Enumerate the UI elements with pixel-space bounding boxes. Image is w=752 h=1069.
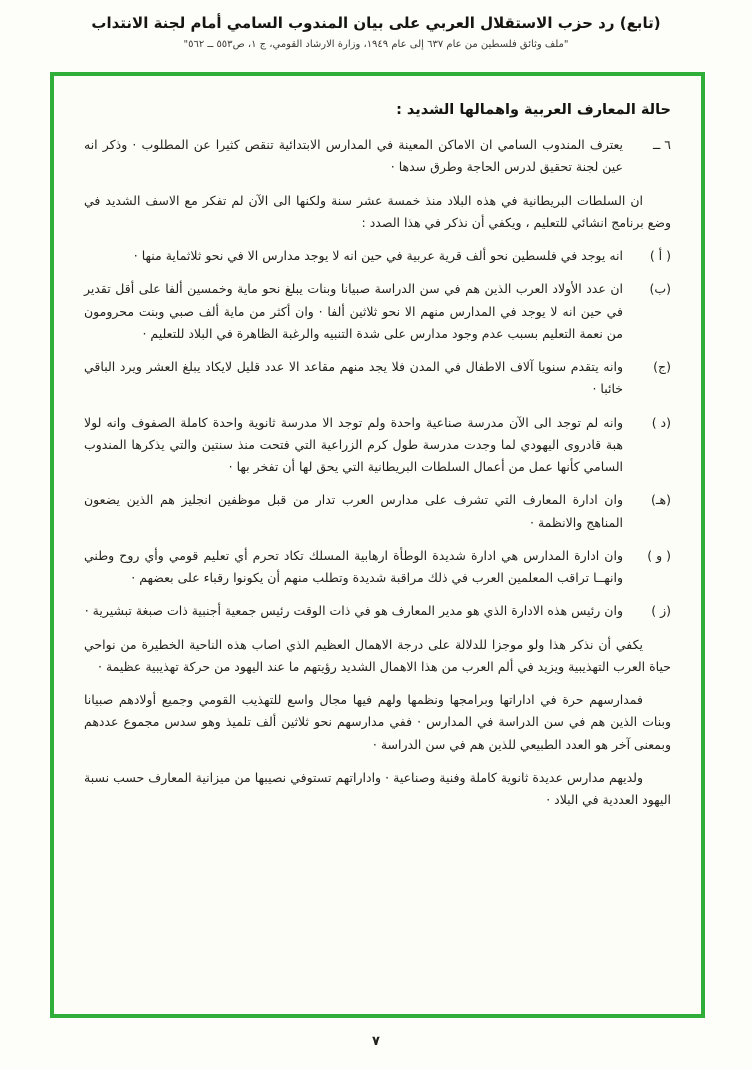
paragraph-text: فمدارسهم حرة في اداراتها وبرامجها ونظمها ولهم فيها مجال واسع للتهذيب القومي وجميع أولادهم صبيانا وبنات الذين هم في سن الدراسة في المدارس · ففي مدارسهم نحو ثلاثين ألف تلميذ وهو سدس مجموع عددهم وبمعنى آخر هو العدد الطبيعي للذين هم في سن الدراسة · [84,692,671,752]
paragraph-text: ان السلطات البريطانية في هذه البلاد منذ خمسة عشر سنة ولكنها الى الآن لم تفكر مع الاسف الشديد في وضع برنامج انشائي للتعليم ، ويكفي أن نذكر في هذا الصدد : [84,192,671,230]
document-title: (تابع) رد حزب الاستقلال العربي على بيان المندوب السامي أمام لجنة الانتداب [91,14,661,32]
paragraph-text: وان ادارة المدارس هي ادارة شديدة الوطأة ارهابية المسلك تكاد تحرم أي تعليم قومي وأي روح وطني وانهــا تراقب المعلمين العرب في ذلك مراقبة شديدة وتطلب منهم أن يكونوا رقباء على بعضهم · [84,547,623,585]
paragraph-text: يكفي أن نذكر هذا ولو موجزا للدلالة على درجة الاهمال العظيم الذي اصاب هذه الناحية الخطيرة من نواحي حياة العرب التهذيبية ويزيد في ألم العرب من هذا الاهمال الشديد رؤيتهم ما عند اليهود من حركة تهذيبية عظيمة · [84,636,671,674]
paragraph-text: ان عدد الأولاد العرب الذين هم في سن الدراسة صبيانا وبنات يبلغ نحو ماية وخمسين ألفا على أقل تقدير في حين انه لا يوجد في المدارس منهم الا نحو ثلاثين ألفا · وان أكثر من ماية ألف صبي وبنت محرومون من نعمة التعليم بسبب عدم وجود مدارس على شدة التنبيه والرغبة الظاهرة في البلاد للتعليم · [84,281,623,341]
paragraph-marker: (ب) [649,281,671,297]
paragraph-text: انه يوجد في فلسطين نحو ألف قرية عربية في حين انه لا يوجد مدارس الا في نحو ثلاثماية منها · [133,248,623,263]
paragraph [84,600,671,622]
paragraph [84,545,671,590]
paragraph [84,412,671,479]
green-border-frame [50,72,705,1018]
paragraph-marker: (د ) [651,414,671,430]
paragraph [84,134,671,179]
paragraph-marker: ( و ) [647,547,671,563]
paragraph-text: وان رئيس هذه الادارة الذي هو مدير المعارف هو في ذات الوقت رئيس جمعية أجنبية ذات صبغة تبشيرية · [84,603,623,619]
paragraph-marker: (هـ) [650,492,671,508]
paragraph [84,689,671,756]
section-title: حالة المعارف العربية واهمالها الشديد : [396,102,671,118]
paragraph [84,190,671,235]
document-source-citation: "ملف وثائق فلسطين من عام ٦٣٧ إلى عام ١٩٤٩، وزارة الارشاد القومي، ج ١، ص٥٥٣ ــ ٥٦٢" [183,39,569,50]
page-number: ٧ [372,1034,380,1049]
paragraph [84,767,671,812]
paragraph-marker: (ز ) [651,603,671,619]
paragraph-marker: ( أ ) [649,248,671,263]
paragraph-text: وانه لم توجد الى الآن مدرسة صناعية واحدة ولم توجد الا مدرسة ثانوية واحدة كاملة الصفوف وانه لولا هبة قادروى اليهودي لما وجدت مدرسة طول كرم الزراعية التي فتحت منذ سنتين والتي يذكرها المندوب السامي كأنها عمل من أعمال السلطات البريطانية التي يحق لها أن تفخر بها · [84,414,623,474]
paragraph-marker: ٦ ــ [652,137,671,152]
document-body [84,134,671,811]
paragraph [84,489,671,534]
paragraph [84,634,671,679]
paragraph [84,356,671,401]
paragraph-text: ولديهم مدارس عديدة ثانوية كاملة وفنية وصناعية · واداراتهم تستوفي نصيبها من ميزانية المعارف حسب نسبة اليهود العددية في البلاد · [84,769,671,807]
paragraph [84,278,671,345]
paragraph-text: وان ادارة المعارف التي تشرف على مدارس العرب تدار من قبل موظفين انجليز هم الذين يضعون المناهج والانظمة · [84,492,623,530]
page-header [0,0,752,50]
paragraph-text: يعترف المندوب السامي ان الاماكن المعينة في المدارس الابتدائية تنقص كثيرا عن المطلوب · وذكر انه عين لجنة تحقيق لدرس الحاجة وطرق سدها · [84,137,623,175]
paragraph-text: وانه يتقدم سنويا آلاف الاطفال في المدن فلا يجد منهم مقاعد الا عدد قليل لايكاد يبلغ العشر ويرد الباقي خائبا · [84,359,623,397]
paragraph-marker: (ج) [653,359,671,374]
paragraph [84,245,671,267]
